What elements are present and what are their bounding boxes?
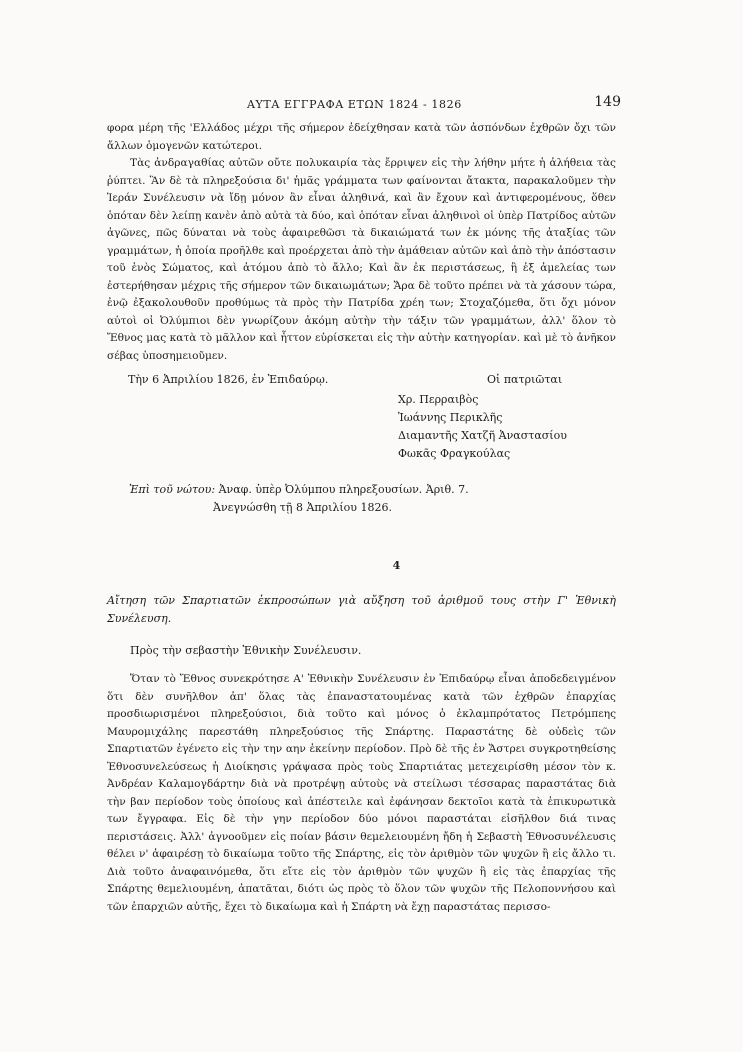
signatory-name: Φωκᾶς Φραγκούλας <box>398 447 511 460</box>
endorsement-label: Ἐπὶ τοῦ νώτου: <box>129 483 216 496</box>
body-paragraph-2: Ὅταν τὸ Ἔθνος συνεκρότησε Α' Ἐθνικὴν Συνέλευσιν ἐν Ἐπιδαύρῳ εἶναι ἀποδεδειγμένον ὅτι δὲν συνῆλθον ἀπ' ὅλας τὰς ἐπαναστατουμένας κατὰ τῶν ἐχθρῶν ἐπαρχίας προσδιωρισμένοι πληρεξούσιοι, διὰ τοῦτο καὶ μόνος ὁ ἐκλαμπρότατος Πετρόμπεης Μαυρομιχάλης παρεστάθη πληρεξούσιος τῆς Σπάρτης. Παραστάτης δὲ οὐδεὶς τῶν Σπαρτιατῶν ἐγένετο εἰς τὴν την αην ἐκείνην περίοδον. Πρὸ δὲ τῆς ἐν Ἄστρει συγκροτηθείσης Ἐθνοσυνελεύσεως ἡ Διοίκησις γράψασα πρὸς τοὺς Σπαρτιάτας μετεχειρίσθη μέσον τὸν κ. Ἀνδρέαν Καλαμογδάρτην διὰ νὰ προτρέψῃ αὐτοὺς νὰ στείλωσι τέσσαρας παραστάτας διὰ τὴν βαν περίοδον τοὺς ὁποίους καὶ ἀπέστειλε καὶ ἐφάνησαν δεκτοῖοι κατὰ τὰ ἐπικυρωτικὰ των ἔγγραφα. Εἰς δὲ τὴν γην περίοδον δύο μόνοι παραστάται εἰσῆλθον διά τινας περιστάσεις. Ἀλλ' ἀγνοοῦμεν εἰς ποίαν βάσιν θεμελειουμένη ἤδη ἡ Σεβαστὴ Ἐθνοσυνέλευσις θέλει ν' ἀφαιρέσῃ τὸ δικαίωμα τοῦτο τῆς Σπάρτης, εἰς τὸν ἀριθμὸν τῶν ψυχῶν ἢ εἰς ἄλλο τι. Διὰ τοῦτο ἀναφαινόμεθα, ὅτι εἴτε εἰς τὸν ἀριθμὸν τῶν ψυχῶν ἢ εἰς τὰς ἐπαρχίας τῆς Σπάρτης θεμελιουμένη, ἀπατᾶται, διότι ὡς πρὸς τὸ ὅλον τῶν ψυχῶν τῆς Πελοποννήσου καὶ τῶν ἐπαρχιῶν αὐτῆς, ἔχει τὸ δικαίωμα καὶ ἡ Σπάρτη νὰ ἔχῃ παραστάτας περισσο- <box>107 673 616 913</box>
running-title: ΑΥΤΑ ΕΓΓΡΑΦΑ ΕΤΩΝ 1824 - 1826 <box>247 98 462 111</box>
signatories-list <box>398 391 616 463</box>
addressee: Πρὸς τὴν σεβαστὴν Ἐθνικὴν Συνέλευσιν. <box>130 644 362 657</box>
endorsement-line-1: Ἀναφ. ὑπὲρ Ὀλύμπου πληρεξουσίων. Ἀριθ. 7. <box>218 483 469 496</box>
signatory-name: Ἰωάννης Περικλῆς <box>398 411 503 424</box>
endorsement-line-2: Ἀνεγνώσθη τῇ 8 Ἀπριλίου 1826. <box>213 501 392 514</box>
document-page <box>107 94 621 916</box>
document-number: 4 <box>392 559 401 572</box>
signatories-heading: Οἱ πατριῶται <box>487 373 563 386</box>
signatory-name: Διαμαντῆς Χατζῆ Ἀναστασίου <box>398 429 567 442</box>
endorsement <box>129 481 616 517</box>
continuation-text: φορα μέρη τῆς 'Ελλάδος μέχρι τῆς σήμερον ἐδείχθησαν κατὰ τῶν ἀσπόνδων ἐχθρῶν ὄχι τῶν ἄλλων ὁμογενῶν κατώτεροι. <box>107 122 616 152</box>
signature-row <box>107 369 616 391</box>
page-number: 149 <box>594 94 621 110</box>
signatory-name: Χρ. Περραιβὸς <box>398 393 479 406</box>
body-paragraph-1: Τὰς ἀνδραγαθίας αὐτῶν οὔτε πολυκαιρία τὰς ἔρριψεν εἰς τὴν λήθην μήτε ἡ ἀλήθεια τὰς ῥύπτει. Ἂν δὲ τὰ πληρεξούσια δι' ἡμᾶς γράμματα των φαίνονται ἄτακτα, παρακαλοῦμεν τὴν Ἱεράν Συνέλευσιν νὰ ἴδῃ μόνον ἂν εἶναι ἀληθινά, καὶ ἂν ἔχουν καὶ ἀντιφερομένους, ὅθεν ὁπόταν δὲν λείπῃ κανὲν ἀπὸ αὐτὰ τὰ δύο, καὶ ὁπόταν εἶναι ἀληθινοὶ οἱ ὑπὲρ Πατρίδος αὐτῶν ἀγῶνες, πῶς δύναται νὰ τοὺς ἀφαιρεθῶσι τὰ δικαιώματά των ἐκ μόνης τῆς ἀταξίας τῶν γραμμάτων, ἡ ὁποία προῆλθε καὶ προέρχεται ἀπὸ τὴν ἀμάθειαν αὐτῶν καὶ ἀπὸ τὴν ἀπόστασιν τοῦ ἑνὸς Σώματος, καὶ ἀτόμου ἀπὸ τὸ ἄλλο; Καὶ ἂν ἐκ περιστάσεως, ἢ ἐξ ἀμελείας των ἐστερήθησαν μέχρις τῆς σήμερον τῶν δικαιωμάτων; Ἄρα δὲ τοῦτο πρέπει νὰ τὰ χάσουν τώρα, ἐνῷ ἐξακολουθοῦν προθύμως τὰ πρὸς τὴν Πατρίδα χρέη των; Στοχαζόμεθα, ὅτι ὄχι μόνον αὐτοὶ οἱ Ὀλύμπιοι δὲν γνωρίζουν ἀκόμη αὐτὴν τὴν τάξιν τῶν γραμμάτων, ἀλλ' ὅλον τὸ Ἔθνος μας κατὰ τὸ μᾶλλον καὶ ἧττον εὑρίσκεται εἰς τὴν αὐτὴν κατηγορίαν. καὶ μὲ τὸ ἀνῆκον σέβας ὑποσημειοῦμεν. <box>107 157 616 362</box>
document-title: Αἴτηση τῶν Σπαρτιατῶν ἐκπροσώπων γιὰ αὔξηση τοῦ ἀριθμοῦ τους στὴν Γ' Ἐθνικὴ Συνέλευση. <box>107 594 616 625</box>
date-place: Τὴν 6 Ἀπριλίου 1826, ἐν Ἐπιδαύρῳ. <box>128 373 329 386</box>
page-header <box>107 94 621 120</box>
